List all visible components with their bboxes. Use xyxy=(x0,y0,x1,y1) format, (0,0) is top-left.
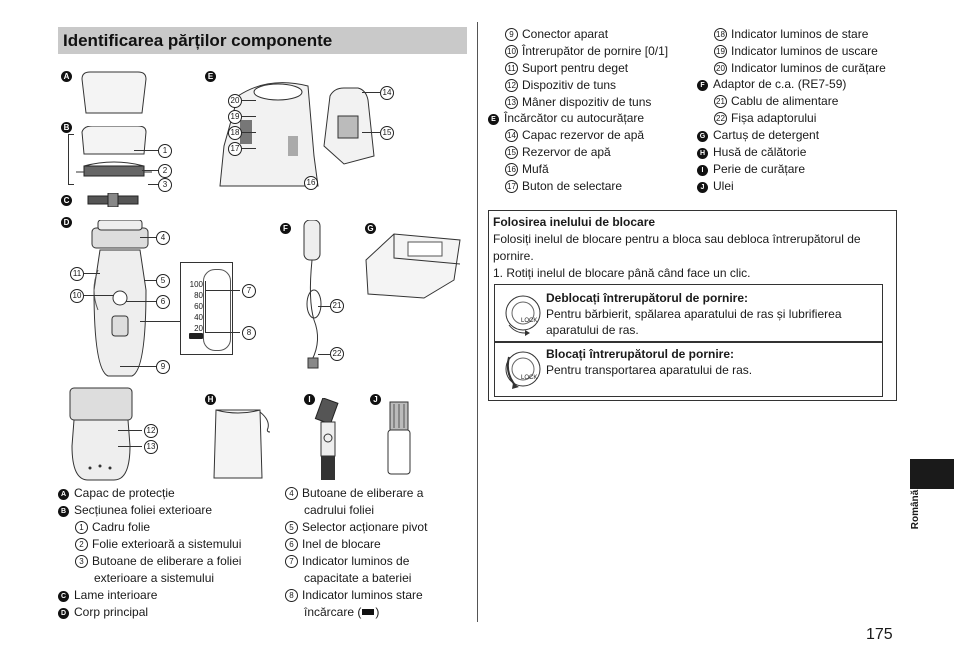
legend-item-4: 4 Butoane de eliberare a xyxy=(285,485,423,501)
legend-item-14: 14 Capac rezervor de apă xyxy=(505,127,644,143)
battery-level-40: 40 xyxy=(194,313,203,322)
legend-item-g: G Cartuș de detergent xyxy=(697,127,819,143)
callout-5: 5 xyxy=(156,274,170,288)
legend-item-3: 3 Butoane de eliberare a foliei xyxy=(75,553,241,569)
legend-item-1: 1 Cadru folie xyxy=(75,519,150,535)
label-d: D xyxy=(61,217,72,228)
legend-item-18: 18 Indicator luminos de stare xyxy=(714,26,868,42)
legend-item-21: 21 Cablu de alimentare xyxy=(714,93,838,109)
legend-item-7-cont: capacitate a bateriei xyxy=(304,571,412,585)
page-title: Identificarea părților componente xyxy=(63,31,333,50)
callout-9: 9 xyxy=(156,360,170,374)
legend-item-10: 10 Întrerupător de pornire [0/1] xyxy=(505,43,668,59)
legend-item-i: I Perie de curățare xyxy=(697,161,805,177)
callout-10: 10 xyxy=(70,289,84,303)
label-a: A xyxy=(61,71,72,82)
language-label: Română xyxy=(910,489,922,530)
column-divider xyxy=(477,22,478,622)
cleaning-brush-image xyxy=(313,398,343,484)
legend-item-11: 11 Suport pentru deget xyxy=(505,60,628,76)
lock-box-intro-1: Folosiți inelul de blocare pentru a bloca sau debloca întrerupătorul de xyxy=(493,232,861,246)
ac-adaptor-image xyxy=(294,220,334,370)
callout-1: 1 xyxy=(158,144,172,158)
callout-20: 20 xyxy=(228,94,242,108)
legend-item-16: 16 Mufă xyxy=(505,161,549,177)
oil-bottle-image xyxy=(384,400,414,480)
label-h: H xyxy=(205,394,216,405)
lock-box-intro-2: pornire. xyxy=(493,249,534,263)
travel-pouch-image xyxy=(208,402,278,482)
unlock-ring-icon xyxy=(503,293,543,337)
label-i: I xyxy=(304,394,315,405)
legend-item-c: C Lame interioare xyxy=(58,587,157,603)
battery-scale xyxy=(185,279,203,334)
callout-15: 15 xyxy=(380,126,394,140)
inner-blades-image xyxy=(86,193,140,207)
parts-figure xyxy=(58,60,468,480)
plug-icon xyxy=(362,609,374,615)
lock-panel xyxy=(494,341,883,397)
legend-item-e: E Încărcător cu autocurățare xyxy=(488,110,644,126)
battery-level-80: 80 xyxy=(194,291,203,300)
legend-item-8-cont: încărcare ( ) xyxy=(304,605,380,619)
callout-11: 11 xyxy=(70,267,84,281)
label-g: G xyxy=(365,223,376,234)
legend-item-19: 19 Indicator luminos de uscare xyxy=(714,43,878,59)
unlock-text-1: Pentru bărbierit, spălarea aparatului de ras și lubrifierea xyxy=(546,307,842,321)
callout-14: 14 xyxy=(380,86,394,100)
callout-18: 18 xyxy=(228,126,242,140)
lock-ring-box xyxy=(488,210,897,401)
legend-item-6: 6 Inel de blocare xyxy=(285,536,381,552)
callout-22: 22 xyxy=(330,347,344,361)
label-b: B xyxy=(61,122,72,133)
callout-3: 3 xyxy=(158,178,172,192)
legend-item-h: H Husă de călătorie xyxy=(697,144,806,160)
protective-cap-image xyxy=(78,69,150,115)
legend-item-12: 12 Dispozitiv de tuns xyxy=(505,77,616,93)
legend-item-j: J Ulei xyxy=(697,178,734,194)
callout-19: 19 xyxy=(228,110,242,124)
legend-item-b: B Secțiunea foliei exterioare xyxy=(58,502,212,518)
shaver-body-image xyxy=(84,220,164,380)
lock-icon-label: LOCK xyxy=(521,375,538,381)
legend-item-f: F Adaptor de c.a. (RE7-59) xyxy=(697,76,846,92)
callout-16: 16 xyxy=(304,176,318,190)
label-e: E xyxy=(205,71,216,82)
legend-item-a: A Capac de protecție xyxy=(58,485,175,501)
legend-item-2: 2 Folie exterioară a sistemului xyxy=(75,536,241,552)
water-tank-image xyxy=(314,86,384,166)
page-number: 175 xyxy=(866,626,893,643)
unlock-text-2: aparatului de ras. xyxy=(546,323,639,337)
legend-item-15: 15 Rezervor de apă xyxy=(505,144,611,160)
callout-2: 2 xyxy=(158,164,172,178)
lock-box-title: Folosirea inelului de blocare xyxy=(493,215,656,229)
outer-foil-image xyxy=(72,126,158,192)
legend-item-3-cont: exterioare a sistemului xyxy=(94,571,215,585)
callout-4: 4 xyxy=(156,231,170,245)
callout-6: 6 xyxy=(156,295,170,309)
plug-icon xyxy=(189,333,203,339)
legend-item-9: 9 Conector aparat xyxy=(505,26,608,42)
callout-7: 7 xyxy=(242,284,256,298)
battery-level-100: 100 xyxy=(189,280,203,289)
lock-text: Pentru transportarea aparatului de ras. xyxy=(546,363,753,377)
unlock-icon-label: LOCK xyxy=(521,318,538,324)
battery-level-20: 20 xyxy=(194,324,203,333)
legend-item-13: 13 Mâner dispozitiv de tuns xyxy=(505,94,651,110)
callout-8: 8 xyxy=(242,326,256,340)
legend-item-d: D Corp principal xyxy=(58,604,148,620)
label-f: F xyxy=(280,223,291,234)
callout-17: 17 xyxy=(228,142,242,156)
unlock-panel xyxy=(494,284,883,343)
detergent-cartridge-image xyxy=(364,230,464,300)
section-title-bar xyxy=(58,27,467,54)
battery-panel xyxy=(180,262,233,355)
legend-item-8: 8 Indicator luminos stare xyxy=(285,587,423,603)
label-j: J xyxy=(370,394,381,405)
lock-title: Blocați întrerupătorul de pornire: xyxy=(546,347,735,361)
label-c: C xyxy=(61,195,72,206)
legend-item-5: 5 Selector acționare pivot xyxy=(285,519,427,535)
legend-item-17: 17 Buton de selectare xyxy=(505,178,622,194)
callout-21: 21 xyxy=(330,299,344,313)
battery-level-60: 60 xyxy=(194,302,203,311)
legend-item-4-cont: cadrului foliei xyxy=(304,503,375,517)
callout-12: 12 xyxy=(144,424,158,438)
callout-13: 13 xyxy=(144,440,158,454)
legend-item-7: 7 Indicator luminos de xyxy=(285,553,409,569)
legend-item-22: 22 Fișa adaptorului xyxy=(714,110,816,126)
trimmer-image xyxy=(68,386,148,482)
lock-box-step: 1. Rotiți inelul de blocare până când face un clic. xyxy=(493,266,751,280)
lock-ring-icon xyxy=(503,349,543,393)
legend-item-20: 20 Indicator luminos de curățare xyxy=(714,60,886,76)
unlock-title: Deblocați întrerupătorul de pornire: xyxy=(546,291,749,305)
